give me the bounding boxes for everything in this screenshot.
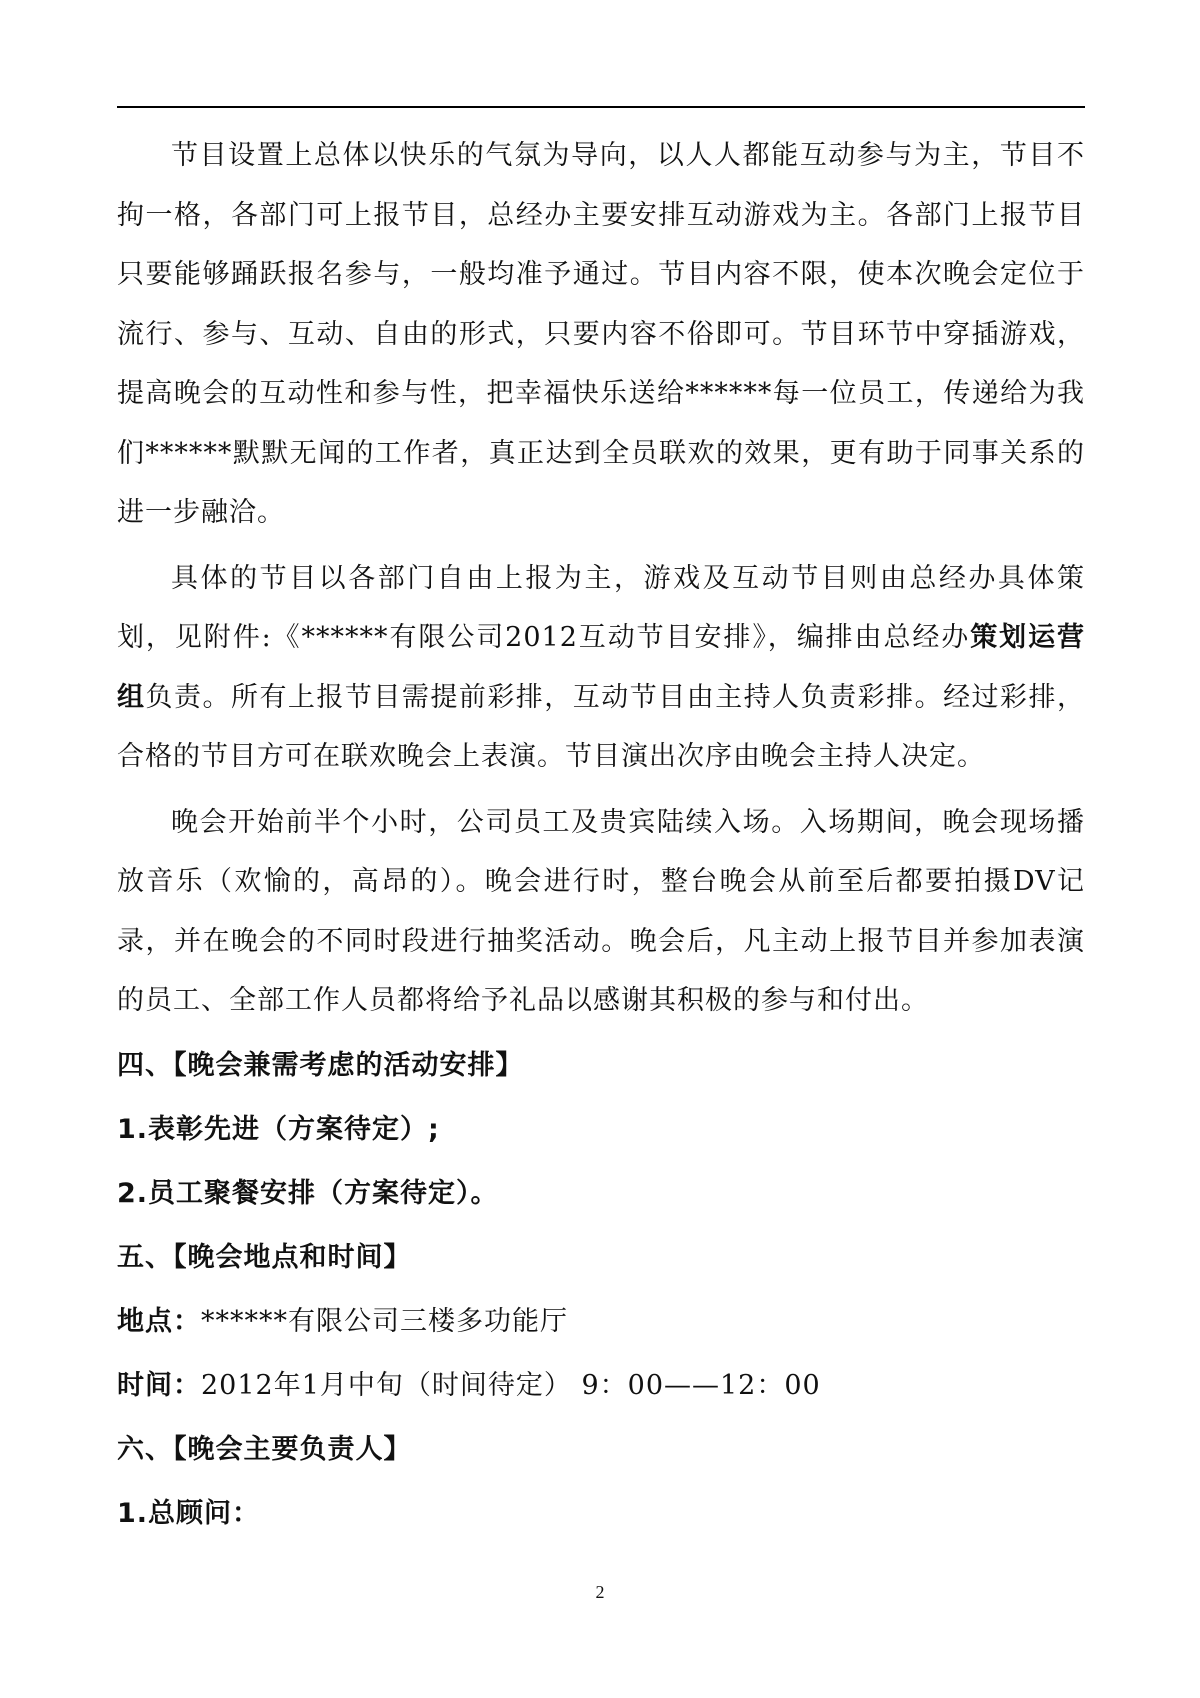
activity-item-awards: 1.表彰先进（方案待定）; [117,1113,440,1145]
paragraph-program-details-text-end: 负责。所有上报节目需提前彩排，互动节目由主持人负责彩排。经过彩排，合格的节目方可在联欢晚会上表演。节目演出次序由晚会主持人决定。 [117,681,1086,772]
time-line [117,1357,1085,1415]
paragraph-event-flow: 晚会开始前半个小时，公司员工及贵宾陆续入场。入场期间，晚会现场播放音乐（欢愉的，高昂的）。晚会进行时，整台晚会从前至后都要拍摄DV记录，并在晚会的不同时段进行抽奖活动。晚会后，凡主动上报节目并参加表演的员工、全部工作人员都将给予礼品以感谢其积极的参与和付出。 [117,806,1085,1016]
section-heading-venue-time: 五、【晚会地点和时间】 [117,1241,412,1273]
paragraph-program-details [117,549,1085,787]
section-heading-activities: 四、【晚会兼需考虑的活动安排】 [117,1049,524,1081]
venue-label: 地点： [117,1305,201,1337]
activity-item-dinner: 2.员工聚餐安排（方案待定）。 [117,1177,499,1209]
planning-group-name: 策划运营组 [117,622,1086,713]
time-label: 时间： [117,1369,201,1401]
time-value: 2012年1月中旬（时间待定） 9：00——12：00 [201,1369,821,1401]
venue-line [117,1293,1085,1351]
document-body [117,126,1085,1543]
paragraph-program-details-text: 具体的节目以各部门自由上报为主，游戏及互动节目则由总经办具体策划，见附件:《******有限公司2012互动节目安排》，编排由总经办 [117,562,1085,653]
page-number: 2 [595,1582,605,1602]
header-rule [117,106,1085,108]
responsible-item-general-advisor: 1.总顾问： [117,1497,261,1529]
section-heading-responsible: 六、【晚会主要负责人】 [117,1433,412,1465]
paragraph-program-setup: 节目设置上总体以快乐的气氛为导向，以人人都能互动参与为主，节目不拘一格，各部门可上报节目，总经办主要安排互动游戏为主。各部门上报节目只要能够踊跃报名参与，一般均准予通过。节目内容不限，使本次晚会定位于流行、参与、互动、自由的形式，只要内容不俗即可。节目环节中穿插游戏，提高晚会的互动性和参与性，把幸福快乐送给******每一位员工，传递给为我们******默默无闻的工作者，真正达到全员联欢的效果，更有助于同事关系的进一步融洽。 [117,140,1085,528]
venue-value: ******有限公司三楼多功能厅 [201,1305,568,1337]
